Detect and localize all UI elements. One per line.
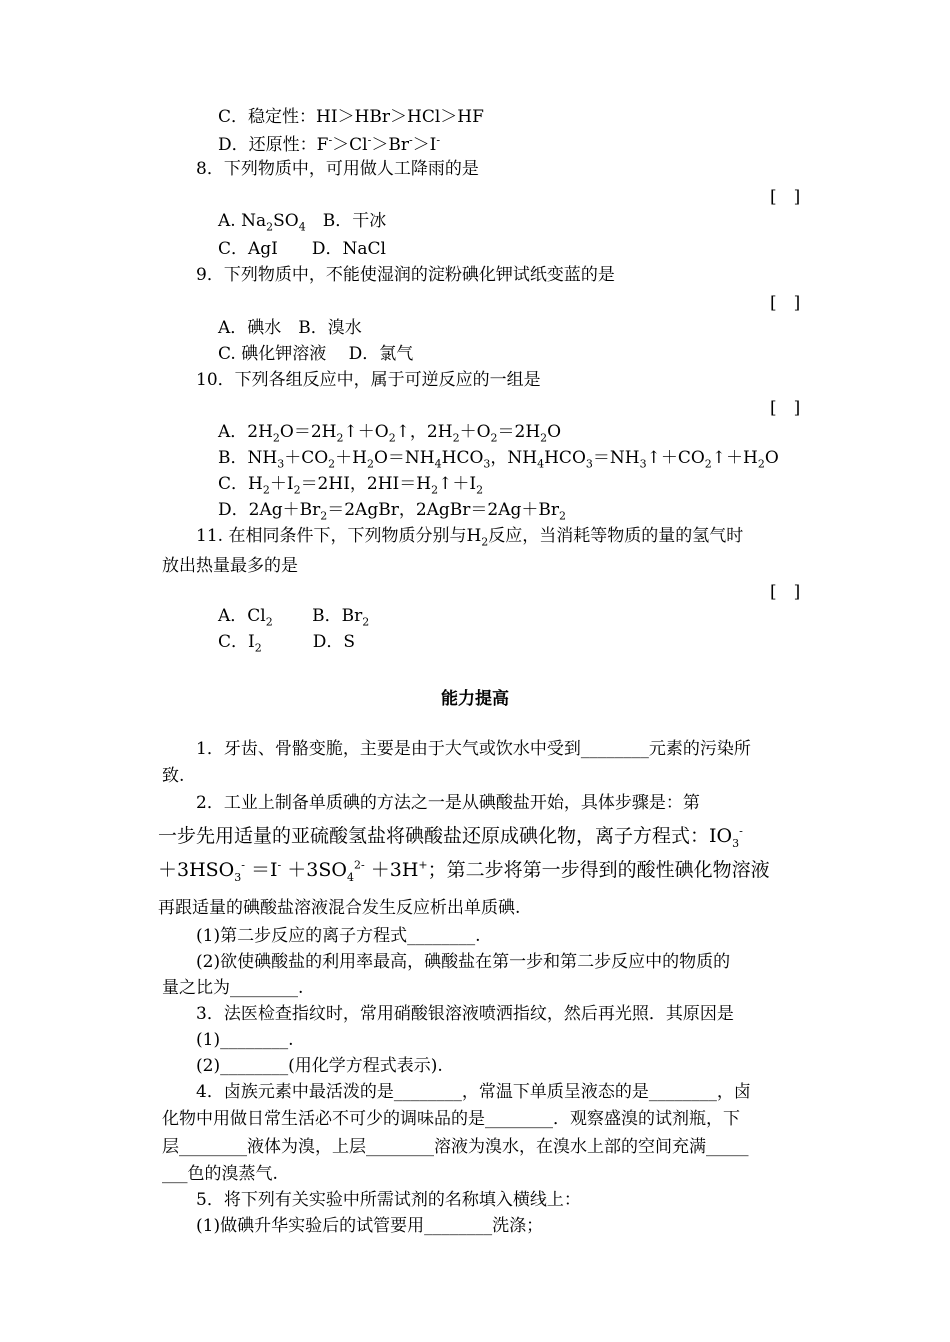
q8-options-cd: C．AgI D．NaCl <box>218 239 386 259</box>
q9-options-ab: A．碘水 B．溴水 <box>218 318 362 338</box>
q11-answer-bracket: [ ] <box>770 582 801 602</box>
q10-option-c: C．$H_2+I_2=2HI$，$2HI=H_2↑+I_2$ <box>218 474 484 497</box>
q9-answer-bracket: [ ] <box>770 293 801 313</box>
p4-line4: ___色的溴蒸气. <box>162 1164 278 1184</box>
p2-sub2-line1: (2)欲使碘酸盐的利用率最高，碘酸盐在第一步和第二步反应中的物质的 <box>196 952 731 972</box>
p4-line2: 化物中用做日常生活必不可少的调味品的是________．观察盛溴的试剂瓶，下 <box>162 1109 740 1129</box>
p2-line2: 一步先用适量的亚硫酸氢盐将碘酸盐还原成碘化物，离子方程式：$IO_3^-$ <box>158 824 743 850</box>
q8-stem: 8．下列物质中，可用做人工降雨的是 <box>196 159 479 179</box>
q7-option-d: D．还原性：F-＞Cl-＞Br-＞I- <box>218 133 441 155</box>
q8-answer-bracket: [ ] <box>770 187 801 207</box>
q11-options-cd: C．$I_2$ D．S <box>218 632 356 655</box>
p2-line3: $+3HSO_3^- =I^- +3SO_4^{2-} +3H^+$；第二步将第一步得到的酸性碘化物溶液 <box>158 858 770 884</box>
section-heading: 能力提高 <box>441 689 509 709</box>
q11-options-ab: A．$Cl_2$ B．$Br_2$ <box>218 606 370 629</box>
q11-stem-line1: 11. 在相同条件下，下列物质分别与$H_2$反应，当消耗等物质的量的氢气时 <box>196 526 744 549</box>
p4-line1: 4．卤族元素中最活泼的是________，常温下单质呈液态的是________，卤 <box>196 1082 751 1102</box>
p2-sub2-line2: 量之比为________. <box>162 978 304 998</box>
q10-option-a: A．$2H_2O=2H_2↑+O_2↑$，$2H_2+O_2=2H_2O$ <box>218 422 562 445</box>
q10-option-d: D．$2Ag+Br_2=2AgBr$，$2AgBr=2Ag+Br_2$ <box>218 500 567 523</box>
p1-line2: 致. <box>162 766 185 786</box>
p2-line1: 2．工业上制备单质碘的方法之一是从碘酸盐开始，具体步骤是：第 <box>196 793 700 813</box>
p2-line4: 再跟适量的碘酸盐溶液混合发生反应析出单质碘. <box>158 898 521 918</box>
p3-sub2: (2)________(用化学方程式表示). <box>196 1056 443 1076</box>
q10-option-b: B．$NH_3+CO_2+H_2O=NH_4HCO_3$，$NH_4HCO_3=NH_3↑+CO_2↑+H_2O$ <box>218 448 779 471</box>
p5-line1: 5．将下列有关实验中所需试剂的名称填入横线上： <box>196 1190 581 1210</box>
p5-sub1: (1)做碘升华实验后的试管要用________洗涤； <box>196 1216 544 1236</box>
p4-line3: 层________液体为溴，上层________溶液为溴水，在溴水上部的空间充满_____ <box>162 1137 749 1157</box>
p3-sub1: (1)________. <box>196 1030 294 1050</box>
p2-sub1: (1)第二步反应的离子方程式________. <box>196 926 481 946</box>
q10-stem: 10．下列各组反应中，属于可逆反应的一组是 <box>196 370 541 390</box>
q9-options-cd: C. 碘化钾溶液 D．氯气 <box>218 344 414 364</box>
p3-line1: 3．法医检查指纹时，常用硝酸银溶液喷洒指纹，然后再光照．其原因是 <box>196 1004 734 1024</box>
q7-option-c: C．稳定性：HI＞HBr＞HCl＞HF <box>218 107 484 127</box>
p1-line1: 1．牙齿、骨骼变脆，主要是由于大气或饮水中受到________元素的污染所 <box>196 739 751 759</box>
q11-stem-line2: 放出热量最多的是 <box>162 556 298 576</box>
q9-stem: 9．下列物质中，不能使湿润的淀粉碘化钾试纸变蓝的是 <box>196 265 615 285</box>
q8-options-ab: A. $Na_2SO_4$ B．干冰 <box>218 211 387 234</box>
q10-answer-bracket: [ ] <box>770 398 801 418</box>
